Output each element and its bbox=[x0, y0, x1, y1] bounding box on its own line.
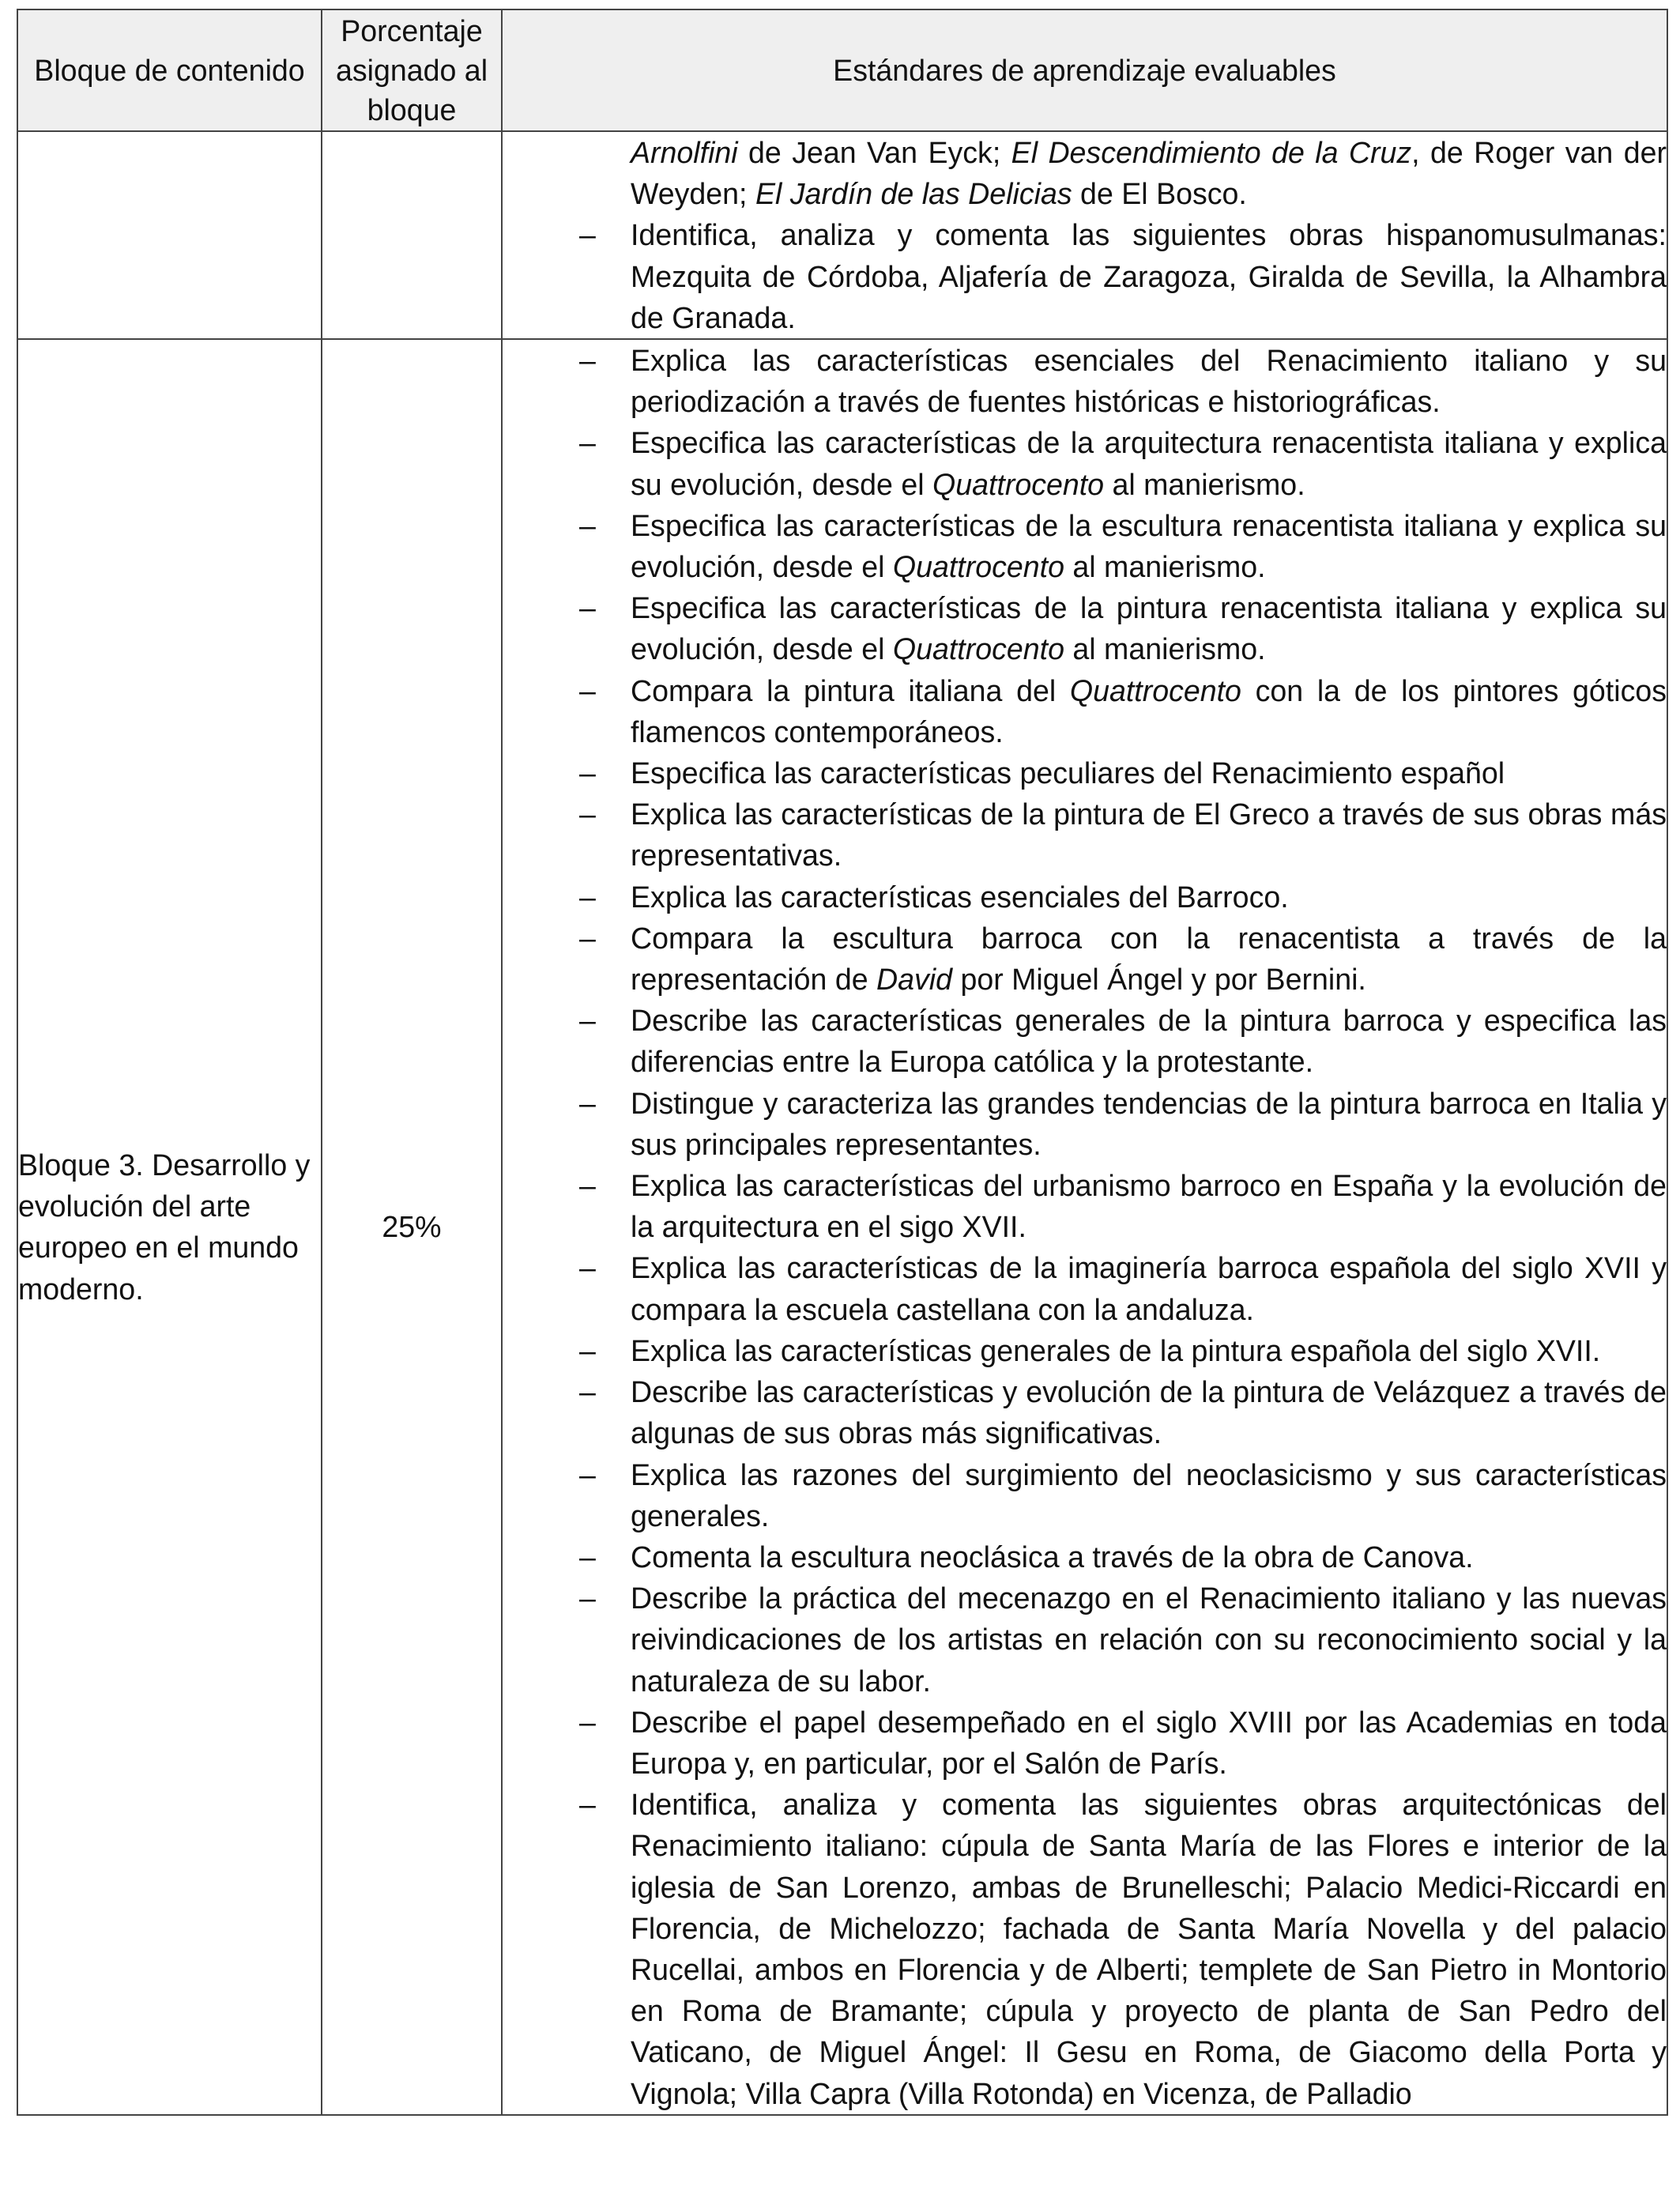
standard-item bbox=[579, 752, 1667, 794]
standard-item bbox=[579, 794, 1667, 876]
standard-text: Compara la pintura italiana del bbox=[631, 673, 1070, 707]
standards-table bbox=[17, 9, 1668, 2116]
standard-text-italic: Quattrocento bbox=[1069, 673, 1241, 707]
header-percentage: Porcentaje asignado al bloque bbox=[322, 9, 502, 131]
list-bullet: – bbox=[579, 1375, 596, 1409]
list-bullet: – bbox=[579, 1788, 596, 1822]
standard-text: Explica las razones del surgimiento del neoclasicismo y sus características generales. bbox=[631, 1457, 1667, 1532]
standard-text: Comenta la escultura neoclásica a través de la obra de Canova. bbox=[631, 1540, 1474, 1574]
percentage-value: 25% bbox=[382, 1210, 442, 1244]
standard-text: Especifica las características peculiares del Renacimiento español bbox=[631, 756, 1505, 790]
standard-text: Especifica las características de la pintura renacentista italiana y explica su evolución, desde el bbox=[631, 591, 1667, 666]
standard-text-italic: David bbox=[876, 963, 953, 997]
standard-text: Describe la práctica del mecenazgo en el Renacimiento italiano y las nuevas reivindicaciones de los artistas en relación con su reconocimiento social y la naturaleza de su labor. bbox=[631, 1581, 1667, 1698]
standard-text: Describe las características generales de la pintura barroca y especifica las diferencias entre la Europa católica y la protestante. bbox=[631, 1004, 1667, 1079]
standard-text: Especifica las características de la arquitectura renacentista italiana y explica su evolución, desde el bbox=[631, 426, 1667, 501]
standard-item bbox=[579, 1454, 1667, 1536]
standard-text: Describe el papel desempeñado en el siglo XVIII por las Academias en toda Europa y, en particular, por el Salón de París. bbox=[631, 1705, 1667, 1780]
standard-text: al manierismo. bbox=[1064, 632, 1266, 666]
header-row bbox=[17, 9, 1667, 131]
standard-item bbox=[579, 1578, 1667, 1702]
standard-item bbox=[579, 1083, 1667, 1165]
standard-item bbox=[579, 876, 1667, 918]
standard-text: Explica las características generales de la pintura española del siglo XVII. bbox=[631, 1333, 1601, 1367]
table-row bbox=[17, 339, 1667, 2115]
standard-item bbox=[579, 422, 1667, 504]
standard-item bbox=[579, 505, 1667, 587]
block-cell bbox=[17, 339, 322, 2115]
standard-text: al manierismo. bbox=[1064, 550, 1266, 584]
standard-text: Identifica, analiza y comenta las siguientes obras arquitectónicas del Renacimiento italiano: cúpula de Santa María de las Flores e interior de la iglesia de San Lorenzo, ambas de Brunelleschi; Palacio Medici-Riccardi en Florencia, de Michelozzo; fachada de Santa María Novella y del palacio Rucellai, ambos en Florencia y de Alberti; templete de San Pietro in Montorio en Roma de Bramante; cúpula y proyecto de planta de San Pedro del Vaticano, de Miguel Ángel: Il Gesu en Roma, de Giacomo della Porta y Vignola; Villa Capra (Villa Rotonda) en Vicenza, de Palladio bbox=[631, 1788, 1667, 2110]
standard-item bbox=[579, 1702, 1667, 1784]
percentage-cell bbox=[322, 131, 502, 339]
standards-list bbox=[579, 340, 1667, 2114]
standard-item bbox=[579, 1247, 1667, 1329]
list-bullet: – bbox=[579, 1705, 596, 1739]
standards-list bbox=[579, 132, 1667, 338]
table-row bbox=[17, 131, 1667, 339]
list-bullet: – bbox=[579, 1457, 596, 1491]
block-title: Bloque 3. Desarrollo y evolución del arte europeo en el mundo moderno. bbox=[18, 1148, 311, 1306]
standard-text: por Miguel Ángel y por Bernini. bbox=[952, 963, 1366, 997]
standards-cell bbox=[502, 131, 1667, 339]
block-cell bbox=[17, 131, 322, 339]
list-bullet: – bbox=[579, 1540, 596, 1574]
standard-text: de El Bosco. bbox=[1072, 177, 1247, 211]
standard-text: Compara la escultura barroca con la renacentista a través de la representación de bbox=[631, 921, 1667, 997]
list-bullet: – bbox=[579, 1169, 596, 1203]
standard-item bbox=[579, 1165, 1667, 1247]
standard-text: Explica las características de la imaginería barroca española del siglo XVII y compara la escuela castellana con la andaluza. bbox=[631, 1251, 1667, 1326]
standard-item bbox=[579, 214, 1667, 338]
standard-text-italic: El Descendimiento de la Cruz bbox=[1011, 136, 1412, 169]
list-bullet: – bbox=[579, 756, 596, 790]
standards-cell bbox=[502, 339, 1667, 2115]
list-bullet: – bbox=[579, 344, 596, 378]
standard-text: Explica las características esenciales del Barroco. bbox=[631, 880, 1289, 914]
standard-text: Describe las características y evolución de la pintura de Velázquez a través de algunas de sus obras más significativas. bbox=[631, 1375, 1667, 1450]
standard-item bbox=[631, 132, 1667, 214]
list-bullet: – bbox=[579, 218, 596, 252]
list-bullet: – bbox=[579, 426, 596, 460]
list-bullet: – bbox=[579, 880, 596, 914]
standard-item bbox=[579, 1000, 1667, 1082]
list-bullet: – bbox=[579, 1581, 596, 1615]
standard-text: Explica las características esenciales del Renacimiento italiano y su periodización a través de fuentes históricas e historiográficas. bbox=[631, 344, 1667, 419]
standard-text-italic: Quattrocento bbox=[892, 632, 1064, 666]
standard-text: , de Roger van der Weyden; bbox=[631, 136, 1667, 211]
standard-text: Distingue y caracteriza las grandes tendencias de la pintura barroca en Italia y sus principales representantes. bbox=[631, 1086, 1667, 1161]
standard-text-italic: Quattrocento bbox=[932, 467, 1105, 501]
percentage-cell bbox=[322, 339, 502, 2115]
list-bullet: – bbox=[579, 673, 596, 707]
header-content-block: Bloque de contenido bbox=[17, 9, 322, 131]
standard-item bbox=[579, 1536, 1667, 1578]
standard-item bbox=[579, 587, 1667, 669]
standard-text: al manierismo. bbox=[1104, 467, 1305, 501]
list-bullet: – bbox=[579, 1333, 596, 1367]
list-bullet: – bbox=[579, 1086, 596, 1120]
list-bullet: – bbox=[579, 921, 596, 955]
standard-text-italic: El Jardín de las Delicias bbox=[755, 177, 1072, 211]
standard-item bbox=[579, 918, 1667, 1000]
standard-text: Identifica, analiza y comenta las siguientes obras hispanomusulmanas: Mezquita de Córdoba, Aljafería de Zaragoza, Giralda de Sevilla, la Alhambra de Granada. bbox=[631, 218, 1667, 334]
standard-item bbox=[579, 1330, 1667, 1371]
list-bullet: – bbox=[579, 797, 596, 831]
standard-item bbox=[579, 1371, 1667, 1453]
standard-text: de Jean Van Eyck; bbox=[737, 136, 1011, 169]
standard-text-italic: Quattrocento bbox=[892, 550, 1064, 584]
standard-text: Explica las características de la pintura de El Greco a través de sus obras más representativas. bbox=[631, 797, 1667, 873]
list-bullet: – bbox=[579, 591, 596, 625]
header-standards: Estándares de aprendizaje evaluables bbox=[502, 9, 1667, 131]
list-bullet: – bbox=[579, 508, 596, 542]
standard-item bbox=[579, 340, 1667, 422]
standard-item bbox=[579, 1784, 1667, 2114]
standard-item bbox=[579, 670, 1667, 752]
list-bullet: – bbox=[579, 1251, 596, 1285]
standard-text: Especifica las características de la escultura renacentista italiana y explica su evolución, desde el bbox=[631, 508, 1667, 584]
list-bullet: – bbox=[579, 1004, 596, 1038]
standard-text: con la de los pintores góticos flamencos contemporáneos. bbox=[631, 673, 1667, 748]
standard-text-italic: Arnolfini bbox=[631, 136, 738, 169]
standard-text: Explica las características del urbanismo barroco en España y la evolución de la arquitectura en el sigo XVII. bbox=[631, 1169, 1667, 1244]
